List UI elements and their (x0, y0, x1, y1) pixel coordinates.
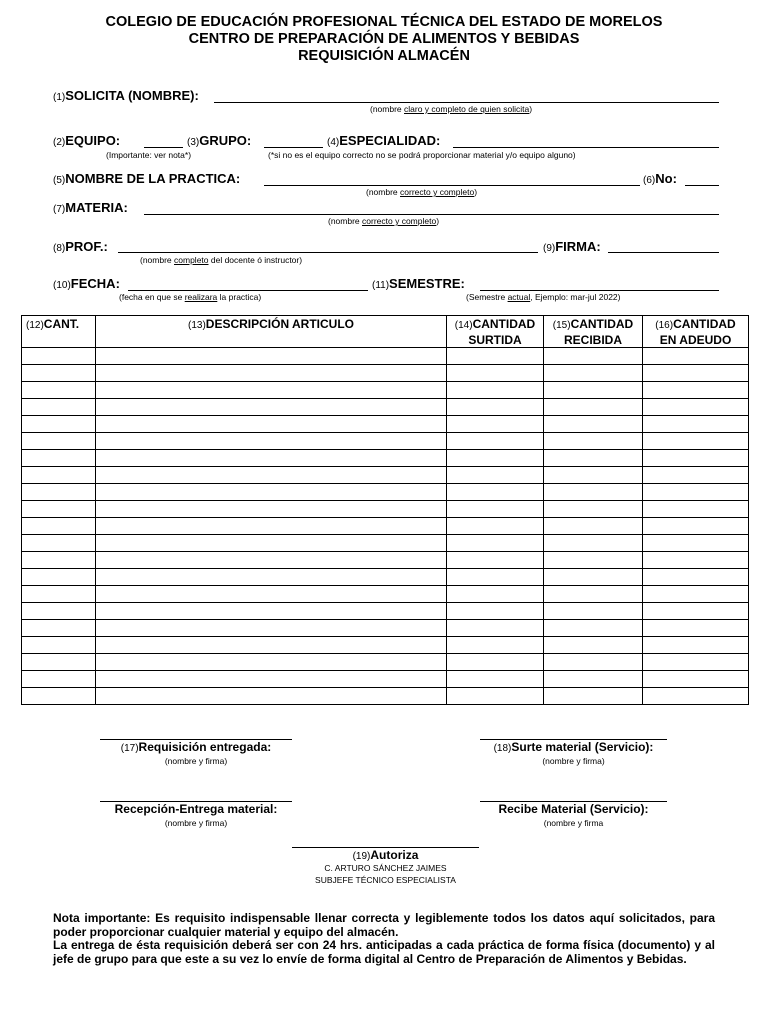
no-label: (6)No: (643, 171, 677, 186)
adeudo-cell[interactable] (643, 467, 749, 484)
header-recibida: (15)CANTIDAD RECIBIDA (544, 316, 643, 348)
fecha-field[interactable] (128, 290, 368, 291)
grupo-field[interactable] (264, 147, 323, 148)
descripcion-cell[interactable] (96, 569, 447, 586)
prof-note: (nombre completo del docente ó instructor) (140, 255, 303, 265)
adeudo-cell[interactable] (643, 399, 749, 416)
practica-label: (5)NOMBRE DE LA PRACTICA: (53, 171, 241, 186)
no-field[interactable] (685, 185, 719, 186)
footer-note (53, 912, 715, 966)
footer-paragraph-1: Nota importante: Es requisito indispensable llenar correcta y legiblemente todos los datos aquí solicitados, para poder proporcionar cualquier material y equipo del almacén. (53, 911, 715, 939)
descripcion-cell[interactable] (96, 450, 447, 467)
fecha-note: (fecha en que se realizara la practica) (119, 292, 262, 302)
table-header-row (22, 316, 749, 348)
surtida-cell[interactable] (447, 620, 544, 637)
cant-cell[interactable] (22, 518, 96, 535)
surtida-cell[interactable] (447, 603, 544, 620)
cant-cell[interactable] (22, 382, 96, 399)
table-row (22, 433, 749, 450)
solicita-note: (nombre claro y completo de quien solicita) (370, 104, 533, 114)
descripcion-cell[interactable] (96, 620, 447, 637)
surtida-cell[interactable] (447, 518, 544, 535)
footer-paragraph-2: La entrega de ésta requisición deberá ser con 24 hrs. anticipadas a cada práctica de forma física (documento) y al jefe de grupo para que este a su vez lo envíe de forma digital al Centro de Preparación de Alimentos y Bebidas. (53, 938, 715, 966)
especialidad-field[interactable] (453, 147, 719, 148)
adeudo-cell[interactable] (643, 348, 749, 365)
cant-cell[interactable] (22, 552, 96, 569)
cant-cell[interactable] (22, 569, 96, 586)
items-body (22, 348, 749, 705)
solicita-label: (1)SOLICITA (NOMBRE): (53, 88, 199, 103)
center-name: CENTRO DE PREPARACIÓN DE ALIMENTOS Y BEBIDAS (188, 31, 580, 47)
recibida-cell[interactable] (544, 518, 643, 535)
descripcion-cell[interactable] (96, 552, 447, 569)
cant-cell[interactable] (22, 433, 96, 450)
adeudo-cell[interactable] (643, 552, 749, 569)
descripcion-cell[interactable] (96, 348, 447, 365)
materia-note: (nombre correcto y completo) (328, 216, 440, 226)
items-table (21, 315, 749, 705)
descripcion-cell[interactable] (96, 586, 447, 603)
adeudo-cell[interactable] (643, 535, 749, 552)
grupo-label: (3)GRUPO: (187, 133, 252, 148)
surtida-cell[interactable] (447, 416, 544, 433)
recibida-cell[interactable] (544, 484, 643, 501)
adeudo-cell[interactable] (643, 654, 749, 671)
surtida-cell[interactable] (447, 348, 544, 365)
recibida-cell[interactable] (544, 569, 643, 586)
recibida-cell[interactable] (544, 586, 643, 603)
table-row (22, 654, 749, 671)
table-row (22, 348, 749, 365)
cant-cell[interactable] (22, 399, 96, 416)
table-row (22, 620, 749, 637)
adeudo-cell[interactable] (643, 586, 749, 603)
descripcion-cell[interactable] (96, 603, 447, 620)
recibida-cell[interactable] (544, 671, 643, 688)
adeudo-cell[interactable] (643, 688, 749, 705)
descripcion-cell[interactable] (96, 399, 447, 416)
surtida-cell[interactable] (447, 399, 544, 416)
cant-cell[interactable] (22, 535, 96, 552)
adeudo-cell[interactable] (643, 433, 749, 450)
entregada-sub: (nombre y firma) (164, 756, 228, 766)
cant-cell[interactable] (22, 365, 96, 382)
equipo-note: (Importante: ver nota*) (106, 150, 192, 160)
autoriza-title: SUBJEFE TÉCNICO ESPECIALISTA (315, 875, 456, 885)
descripcion-cell[interactable] (96, 654, 447, 671)
cant-cell[interactable] (22, 637, 96, 654)
surtida-cell[interactable] (447, 433, 544, 450)
surtida-cell[interactable] (447, 365, 544, 382)
adeudo-cell[interactable] (643, 518, 749, 535)
recibida-cell[interactable] (544, 467, 643, 484)
table-row (22, 671, 749, 688)
descripcion-cell[interactable] (96, 382, 447, 399)
descripcion-cell[interactable] (96, 484, 447, 501)
recibida-cell[interactable] (544, 416, 643, 433)
adeudo-cell[interactable] (643, 382, 749, 399)
document-title: REQUISICIÓN ALMACÉN (298, 48, 470, 64)
surtida-cell[interactable] (447, 535, 544, 552)
table-row (22, 688, 749, 705)
adeudo-cell[interactable] (643, 637, 749, 654)
table-row (22, 399, 749, 416)
semestre-label: (11)SEMESTRE: (372, 276, 465, 291)
recibida-cell[interactable] (544, 654, 643, 671)
surtida-cell[interactable] (447, 501, 544, 518)
materia-label: (7)MATERIA: (53, 200, 128, 215)
practica-note: (nombre correcto y completo) (366, 187, 478, 197)
recibida-cell[interactable] (544, 382, 643, 399)
descripcion-cell[interactable] (96, 365, 447, 382)
header-adeudo: (16)CANTIDAD EN ADEUDO (643, 316, 749, 348)
recibida-cell[interactable] (544, 399, 643, 416)
prof-field[interactable] (118, 252, 538, 253)
entregada-label: (17)Requisición entregada: (120, 740, 272, 754)
recibida-cell[interactable] (544, 433, 643, 450)
adeudo-cell[interactable] (643, 450, 749, 467)
especialidad-note: (*si no es el equipo correcto no se podrá proporcionar material y/o equipo alguno) (268, 150, 576, 160)
header-cant: (12)CANT. (22, 316, 96, 348)
header-descripcion: (13)DESCRIPCIÓN ARTICULO (96, 316, 447, 348)
semestre-note: (Semestre actual, Ejemplo: mar-jul 2022) (466, 292, 621, 302)
cant-cell[interactable] (22, 586, 96, 603)
institution-name: COLEGIO DE EDUCACIÓN PROFESIONAL TÉCNICA DEL ESTADO DE MORELOS (105, 14, 663, 30)
table-row (22, 637, 749, 654)
table-row (22, 382, 749, 399)
adeudo-cell[interactable] (643, 501, 749, 518)
descripcion-cell[interactable] (96, 433, 447, 450)
recibida-cell[interactable] (544, 365, 643, 382)
recepcion-label: Recepción-Entrega material: (114, 802, 278, 816)
cant-cell[interactable] (22, 688, 96, 705)
descripcion-cell[interactable] (96, 637, 447, 654)
surtida-cell[interactable] (447, 484, 544, 501)
cant-cell[interactable] (22, 501, 96, 518)
recibe-sub: (nombre y firma (543, 818, 604, 828)
cant-cell[interactable] (22, 671, 96, 688)
table-row (22, 416, 749, 433)
recibida-cell[interactable] (544, 552, 643, 569)
recibe-label: Recibe Material (Servicio): (498, 802, 649, 816)
adeudo-cell[interactable] (643, 365, 749, 382)
surtida-cell[interactable] (447, 654, 544, 671)
surtida-cell[interactable] (447, 450, 544, 467)
materia-field[interactable] (144, 214, 719, 215)
recibida-cell[interactable] (544, 637, 643, 654)
table-row (22, 450, 749, 467)
equipo-label: (2)EQUIPO: (53, 133, 121, 148)
surtida-cell[interactable] (447, 552, 544, 569)
surte-label: (18)Surte material (Servicio): (493, 740, 654, 754)
surtida-cell[interactable] (447, 569, 544, 586)
descripcion-cell[interactable] (96, 535, 447, 552)
cant-cell[interactable] (22, 467, 96, 484)
table-row (22, 501, 749, 518)
descripcion-cell[interactable] (96, 671, 447, 688)
practica-field[interactable] (264, 185, 640, 186)
table-row (22, 484, 749, 501)
adeudo-cell[interactable] (643, 603, 749, 620)
table-row (22, 535, 749, 552)
adeudo-cell[interactable] (643, 484, 749, 501)
cant-cell[interactable] (22, 484, 96, 501)
solicita-field[interactable] (214, 102, 719, 103)
surte-sub: (nombre y firma) (542, 756, 605, 766)
surtida-cell[interactable] (447, 467, 544, 484)
adeudo-cell[interactable] (643, 569, 749, 586)
surtida-cell[interactable] (447, 637, 544, 654)
document-header (0, 14, 768, 65)
table-row (22, 569, 749, 586)
recibida-cell[interactable] (544, 501, 643, 518)
equipo-field[interactable] (144, 147, 183, 148)
cant-cell[interactable] (22, 450, 96, 467)
adeudo-cell[interactable] (643, 620, 749, 637)
table-row (22, 467, 749, 484)
adeudo-cell[interactable] (643, 671, 749, 688)
cant-cell[interactable] (22, 654, 96, 671)
semestre-field[interactable] (480, 290, 719, 291)
descripcion-cell[interactable] (96, 501, 447, 518)
autoriza-label: (19)Autoriza (352, 848, 419, 862)
descripcion-cell[interactable] (96, 688, 447, 705)
prof-label: (8)PROF.: (53, 239, 108, 254)
firma-field[interactable] (608, 252, 719, 253)
recibida-cell[interactable] (544, 620, 643, 637)
table-row (22, 552, 749, 569)
table-row (22, 586, 749, 603)
table-row (22, 518, 749, 535)
adeudo-cell[interactable] (643, 416, 749, 433)
descripcion-cell[interactable] (96, 518, 447, 535)
surtida-cell[interactable] (447, 688, 544, 705)
cant-cell[interactable] (22, 620, 96, 637)
fecha-label: (10)FECHA: (53, 276, 120, 291)
especialidad-label: (4)ESPECIALIDAD: (327, 133, 441, 148)
table-row (22, 603, 749, 620)
cant-cell[interactable] (22, 416, 96, 433)
cant-cell[interactable] (22, 603, 96, 620)
recepcion-sub: (nombre y firma) (164, 818, 228, 828)
recibida-cell[interactable] (544, 450, 643, 467)
recibida-cell[interactable] (544, 535, 643, 552)
recibida-cell[interactable] (544, 688, 643, 705)
surtida-cell[interactable] (447, 586, 544, 603)
table-row (22, 365, 749, 382)
recibida-cell[interactable] (544, 348, 643, 365)
cant-cell[interactable] (22, 348, 96, 365)
surtida-cell[interactable] (447, 382, 544, 399)
firma-label: (9)FIRMA: (543, 239, 601, 254)
recibida-cell[interactable] (544, 603, 643, 620)
header-surtida: (14)CANTIDAD SURTIDA (447, 316, 544, 348)
surtida-cell[interactable] (447, 671, 544, 688)
descripcion-cell[interactable] (96, 467, 447, 484)
autoriza-name: C. ARTURO SÁNCHEZ JAIMES (324, 863, 447, 873)
descripcion-cell[interactable] (96, 416, 447, 433)
